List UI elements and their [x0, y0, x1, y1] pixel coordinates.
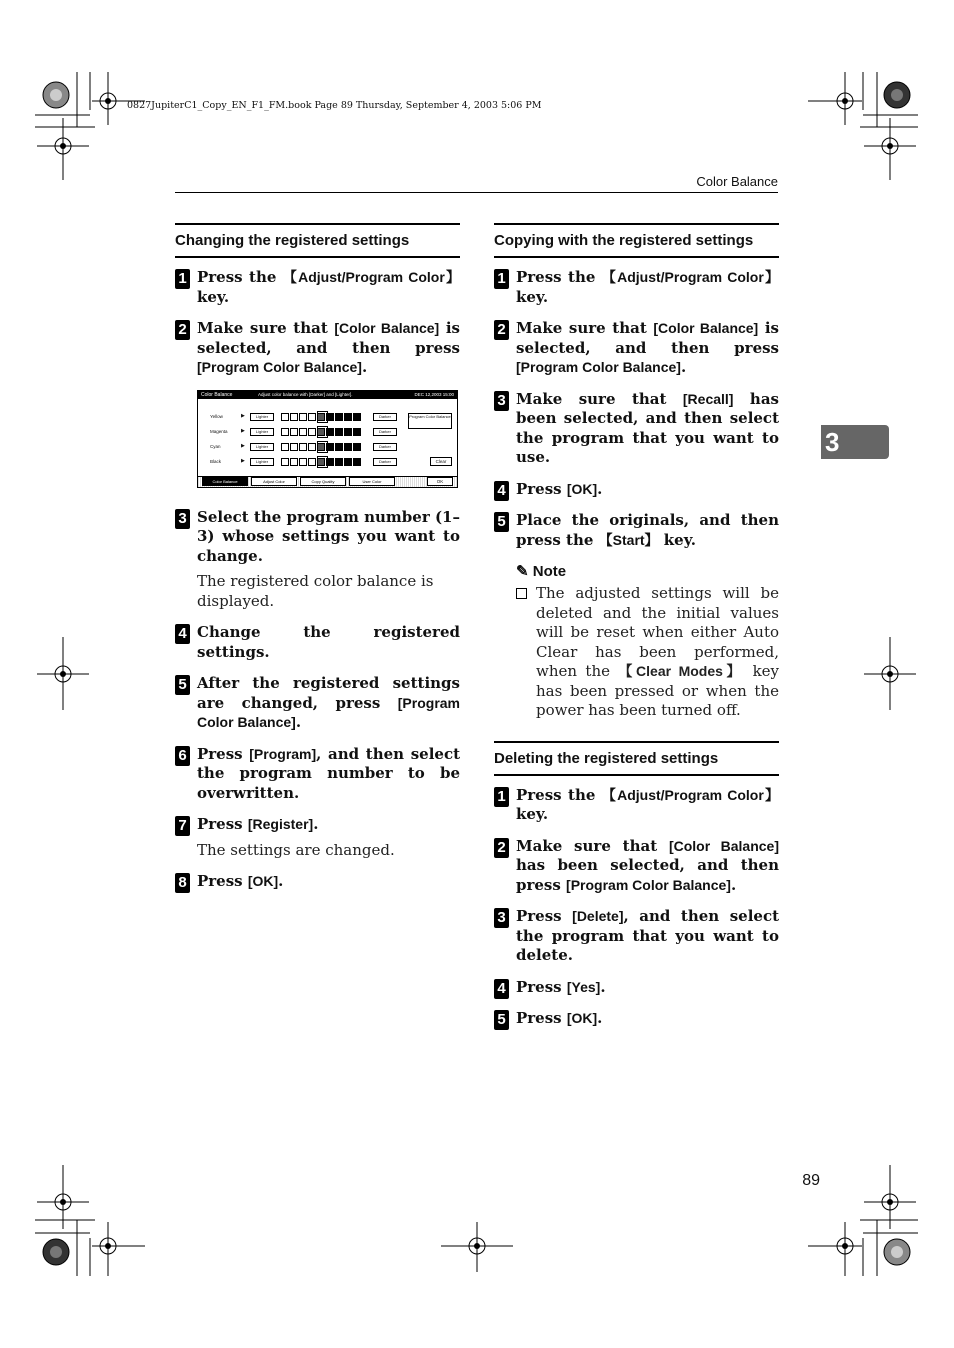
darker-button[interactable]: Darker — [373, 443, 397, 451]
step-6 — [175, 745, 460, 804]
current-level-frame — [317, 411, 328, 423]
level-cell — [308, 428, 316, 436]
level-cell — [353, 428, 361, 436]
level-cell — [290, 458, 298, 466]
note-text — [536, 584, 779, 719]
delete-steps — [494, 786, 779, 1029]
key-label: 【Adjust/Program Color】 — [282, 269, 460, 285]
step-number: 5 — [494, 1010, 509, 1030]
step-text: Change the registered settings. — [197, 623, 460, 661]
step-text: Press — [516, 1009, 567, 1027]
step-text: . — [680, 358, 687, 376]
header-rule — [175, 192, 778, 193]
current-level-frame — [317, 441, 328, 453]
level-cell — [299, 443, 307, 451]
step-number: 4 — [494, 481, 509, 501]
level-cell — [281, 458, 289, 466]
lighter-button[interactable]: Lighter — [250, 413, 274, 421]
step-text: Select the program number (1–3) whose settings you want to change. — [197, 507, 460, 565]
step-text: has been selected, and then select the program that you want to use. — [516, 389, 779, 466]
lighter-button[interactable]: Lighter — [250, 443, 274, 451]
color-row-label: Cyan — [210, 443, 221, 449]
control-panel-screen — [197, 390, 458, 488]
step-text: . — [597, 1009, 603, 1027]
level-cell — [308, 443, 316, 451]
step-3 — [494, 907, 779, 966]
level-cell — [299, 413, 307, 421]
step-number: 2 — [175, 320, 190, 340]
key-label: 【Clear Modes】 — [618, 663, 745, 679]
ok-button[interactable]: OK — [427, 477, 453, 486]
key-label: [Program] — [249, 745, 317, 762]
current-level-frame — [317, 456, 328, 468]
step-text: Make sure that — [516, 836, 669, 855]
level-cell — [335, 413, 343, 421]
arrow-icon: ▶ — [241, 457, 245, 464]
step-text: is selected, and then press — [197, 319, 460, 357]
level-cell — [344, 413, 352, 421]
key-label: [Recall] — [682, 390, 734, 407]
step-4 — [494, 978, 779, 998]
lighter-button[interactable]: Lighter — [250, 458, 274, 466]
level-cell — [344, 458, 352, 466]
step-number: 5 — [175, 675, 190, 695]
arrow-icon: ▶ — [241, 442, 245, 449]
note-heading — [494, 562, 779, 580]
step-text: key. — [516, 805, 549, 823]
step-number: 4 — [175, 624, 190, 644]
step-text: key. — [516, 287, 549, 306]
step-number: 6 — [175, 746, 190, 766]
color-row-label: Yellow — [210, 413, 223, 419]
key-label: [OK] — [566, 480, 598, 497]
level-cell — [344, 443, 352, 451]
lighter-button[interactable]: Lighter — [250, 428, 274, 436]
step-1 — [494, 786, 779, 825]
step-text: Press — [197, 872, 248, 890]
section-title-changing: Changing the registered settings — [175, 223, 460, 258]
step-number: 2 — [494, 838, 509, 858]
step-text: Press the — [197, 268, 283, 286]
level-cell — [281, 428, 289, 436]
key-label: [Program Color Balance] — [516, 359, 681, 375]
left-steps-group-a — [175, 268, 460, 378]
step-number: 1 — [494, 787, 509, 807]
note-title: Note — [532, 563, 567, 580]
step-text: key has been pressed or when the power has been turned off. — [536, 662, 780, 719]
step-text: . — [597, 479, 603, 498]
darker-button[interactable]: Darker — [373, 413, 397, 421]
step-text: Place the originals, and then press the — [516, 511, 779, 549]
key-label: 【Adjust/Program Color】 — [601, 786, 779, 803]
step-text: has been selected, and then press — [516, 856, 779, 894]
step-number: 2 — [494, 320, 509, 340]
screen-tab[interactable]: Copy Quality — [300, 477, 346, 486]
step-2 — [494, 319, 779, 378]
arrow-icon: ▶ — [241, 412, 245, 419]
step-2 — [494, 837, 779, 896]
key-label: [Register] — [247, 816, 314, 832]
step-number: 4 — [494, 979, 509, 999]
copy-steps — [494, 268, 779, 550]
step-text: Make sure that — [197, 319, 335, 337]
step-text: The adjusted settings will be deleted and the initial values will be reset when either Auto Clear has been performed, when the — [536, 584, 779, 680]
section-title-copying: Copying with the registered settings — [494, 223, 779, 258]
level-cell — [299, 428, 307, 436]
step-text: Press — [197, 815, 248, 833]
step-4 — [494, 480, 779, 500]
step-8 — [175, 872, 460, 892]
step-number: 8 — [175, 873, 190, 893]
key-label: [Program Color Balance] — [197, 694, 460, 730]
key-label: 【Start】 — [598, 531, 659, 548]
step-text: Make sure that — [516, 319, 654, 337]
key-label: 【Adjust/Program Color】 — [601, 269, 779, 285]
step-number: 7 — [175, 816, 190, 836]
key-label: [Color Balance] — [653, 320, 759, 336]
darker-button[interactable]: Darker — [373, 458, 397, 466]
level-cell — [353, 413, 361, 421]
pencil-icon: ✎ — [516, 563, 529, 580]
level-cell — [335, 458, 343, 466]
page-number: 89 — [802, 1172, 820, 1189]
step-text: . — [361, 358, 368, 376]
step-text: Press the — [516, 268, 602, 286]
current-level-frame — [317, 426, 328, 438]
level-cell — [308, 413, 316, 421]
step-text: . — [600, 977, 606, 996]
key-label: [Color Balance] — [668, 837, 779, 854]
level-cell — [308, 458, 316, 466]
section-title-deleting: Deleting the registered settings — [494, 741, 779, 776]
level-cell — [335, 443, 343, 451]
darker-button[interactable]: Darker — [373, 428, 397, 436]
step-5 — [494, 511, 779, 550]
step-text: After the registered settings are changed, press — [197, 674, 460, 712]
level-cell — [299, 458, 307, 466]
level-cell — [281, 413, 289, 421]
level-cell — [344, 428, 352, 436]
arrow-icon: ▶ — [241, 427, 245, 434]
key-label: [Yes] — [566, 978, 601, 995]
step-text: key. — [658, 530, 696, 549]
level-cell — [290, 443, 298, 451]
color-row-label: Magenta — [210, 428, 228, 434]
step-number: 1 — [494, 269, 509, 289]
key-label: [Delete] — [572, 908, 624, 924]
screen-tab[interactable]: Color Balance — [202, 477, 248, 486]
step-5 — [494, 1009, 779, 1029]
step-number: 3 — [494, 391, 509, 411]
step-text: Press — [516, 479, 567, 498]
right-column — [494, 223, 779, 1041]
step-3 — [494, 390, 779, 468]
step-text: Press the — [516, 785, 602, 804]
step-text: Make sure that — [516, 389, 683, 408]
step-text: Press — [197, 744, 250, 763]
level-cell — [281, 443, 289, 451]
note-item — [494, 584, 779, 721]
level-cell — [335, 428, 343, 436]
step-number: 5 — [494, 512, 509, 532]
level-cell — [353, 458, 361, 466]
step-text: Press — [516, 907, 573, 925]
screen-hint: Adjust color balance with [Darker] and [Lighter]. — [258, 391, 353, 397]
key-label: [OK] — [247, 873, 279, 889]
checkbox-bullet-icon — [516, 588, 527, 599]
chapter-tab: 3 — [821, 425, 889, 459]
step-number: 3 — [175, 509, 190, 529]
step-text: key. — [197, 287, 230, 306]
step-text: . — [278, 872, 284, 890]
screen-tab[interactable]: User Color — [349, 477, 395, 486]
step-text: , and then select the program that you want to delete. — [516, 907, 780, 964]
step-2 — [175, 319, 460, 378]
program-color-balance-button[interactable]: Program Color Balance — [408, 413, 452, 429]
step-3 — [175, 508, 460, 567]
key-label: [OK] — [566, 1010, 598, 1026]
step-text: is selected, and then press — [516, 319, 779, 357]
step-1 — [175, 268, 460, 307]
left-column — [175, 223, 460, 904]
step-description: The registered color balance is displayed. — [197, 572, 434, 610]
step-4 — [175, 623, 460, 662]
key-label: [Color Balance] — [334, 320, 440, 336]
clear-button[interactable]: Clear — [430, 457, 452, 466]
level-cell — [290, 428, 298, 436]
step-text: Press — [516, 977, 567, 996]
step-text: . — [295, 713, 302, 731]
level-cell — [290, 413, 298, 421]
key-label: [Program Color Balance] — [566, 876, 731, 893]
screen-tab[interactable]: Adjust Color — [251, 477, 297, 486]
step-text: . — [730, 875, 737, 894]
level-cell — [353, 443, 361, 451]
step-7 — [175, 815, 460, 835]
step-1 — [494, 268, 779, 307]
screen-clock: DEC 12,2003 15:00 — [414, 391, 454, 397]
book-file-line: 0827JupiterC1_Copy_EN_F1_FM.book Page 89 Thursday, September 4, 2003 5:06 PM — [127, 100, 542, 111]
step-text: . — [313, 815, 319, 833]
left-steps-group-b — [175, 508, 460, 892]
running-header: Color Balance — [696, 174, 778, 189]
step-description: The settings are changed. — [197, 840, 395, 859]
key-label: [Program Color Balance] — [197, 359, 362, 375]
screen-title: Color Balance — [201, 391, 233, 398]
step-number: 1 — [175, 269, 190, 289]
step-number: 3 — [494, 908, 509, 928]
step-5 — [175, 674, 460, 733]
color-row-label: Black — [210, 458, 222, 464]
step-text: , and then select the program number to be overwritten. — [197, 744, 461, 802]
